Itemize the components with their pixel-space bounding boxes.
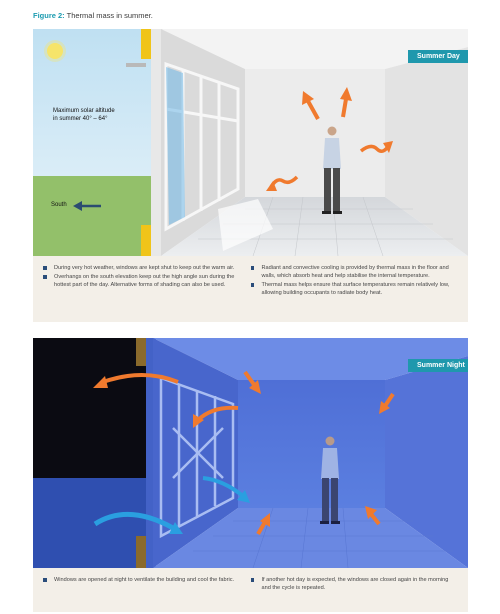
solar-altitude-line1: Maximum solar altitude [53, 108, 115, 114]
facade-strip-top [141, 29, 151, 59]
summer-night-tag: Summer Night [408, 359, 468, 372]
summer-night-captions [33, 568, 468, 612]
summer-day-tag: Summer Day [408, 50, 468, 63]
south-label: South [51, 202, 67, 208]
summer-day-captions-left [43, 264, 251, 316]
figure-label: Figure 2: [33, 11, 65, 20]
facade-strip-top [136, 338, 146, 366]
summer-night-illustration [33, 338, 468, 568]
summer-day-captions-right [251, 264, 459, 316]
overhang [126, 63, 146, 67]
summer-day-illustration [33, 29, 468, 256]
facade-strip-bottom [141, 225, 151, 256]
caption-item: Radiant and convective cooling is provided by thermal mass in the floor and walls, which absorb heat and help stabilise the internal temperature. [251, 264, 451, 280]
summer-day-scene [33, 29, 468, 256]
facade-strip-bottom [136, 536, 146, 568]
caption-item: During very hot weather, windows are kept shut to keep out the warm air. [43, 264, 243, 272]
back-wall [245, 69, 385, 197]
caption-item: Windows are opened at night to ventilate the building and cool the fabric. [43, 576, 243, 584]
summer-night-captions-right [251, 576, 459, 606]
caption-item: Thermal mass helps ensure that surface temperatures remain relatively low, allowing building occupants to radiate body heat. [251, 281, 451, 297]
figure-title [33, 11, 153, 20]
figure-caption-title: Thermal mass in summer. [66, 11, 153, 20]
window-shading [166, 67, 185, 225]
summer-night-scene [33, 338, 468, 568]
summer-night-captions-left [43, 576, 251, 606]
caption-item: Overhangs on the south elevation keep out the high angle sun during the hottest part of the day. Alternative forms of shading can also be used. [43, 273, 243, 289]
summer-day-captions [33, 256, 468, 322]
solar-altitude-label [53, 108, 115, 123]
solar-altitude-line2: in summer 40° – 64° [53, 115, 108, 122]
back-wall [238, 380, 385, 508]
caption-item: If another hot day is expected, the windows are closed again in the morning and the cycle is repeated. [251, 576, 451, 592]
